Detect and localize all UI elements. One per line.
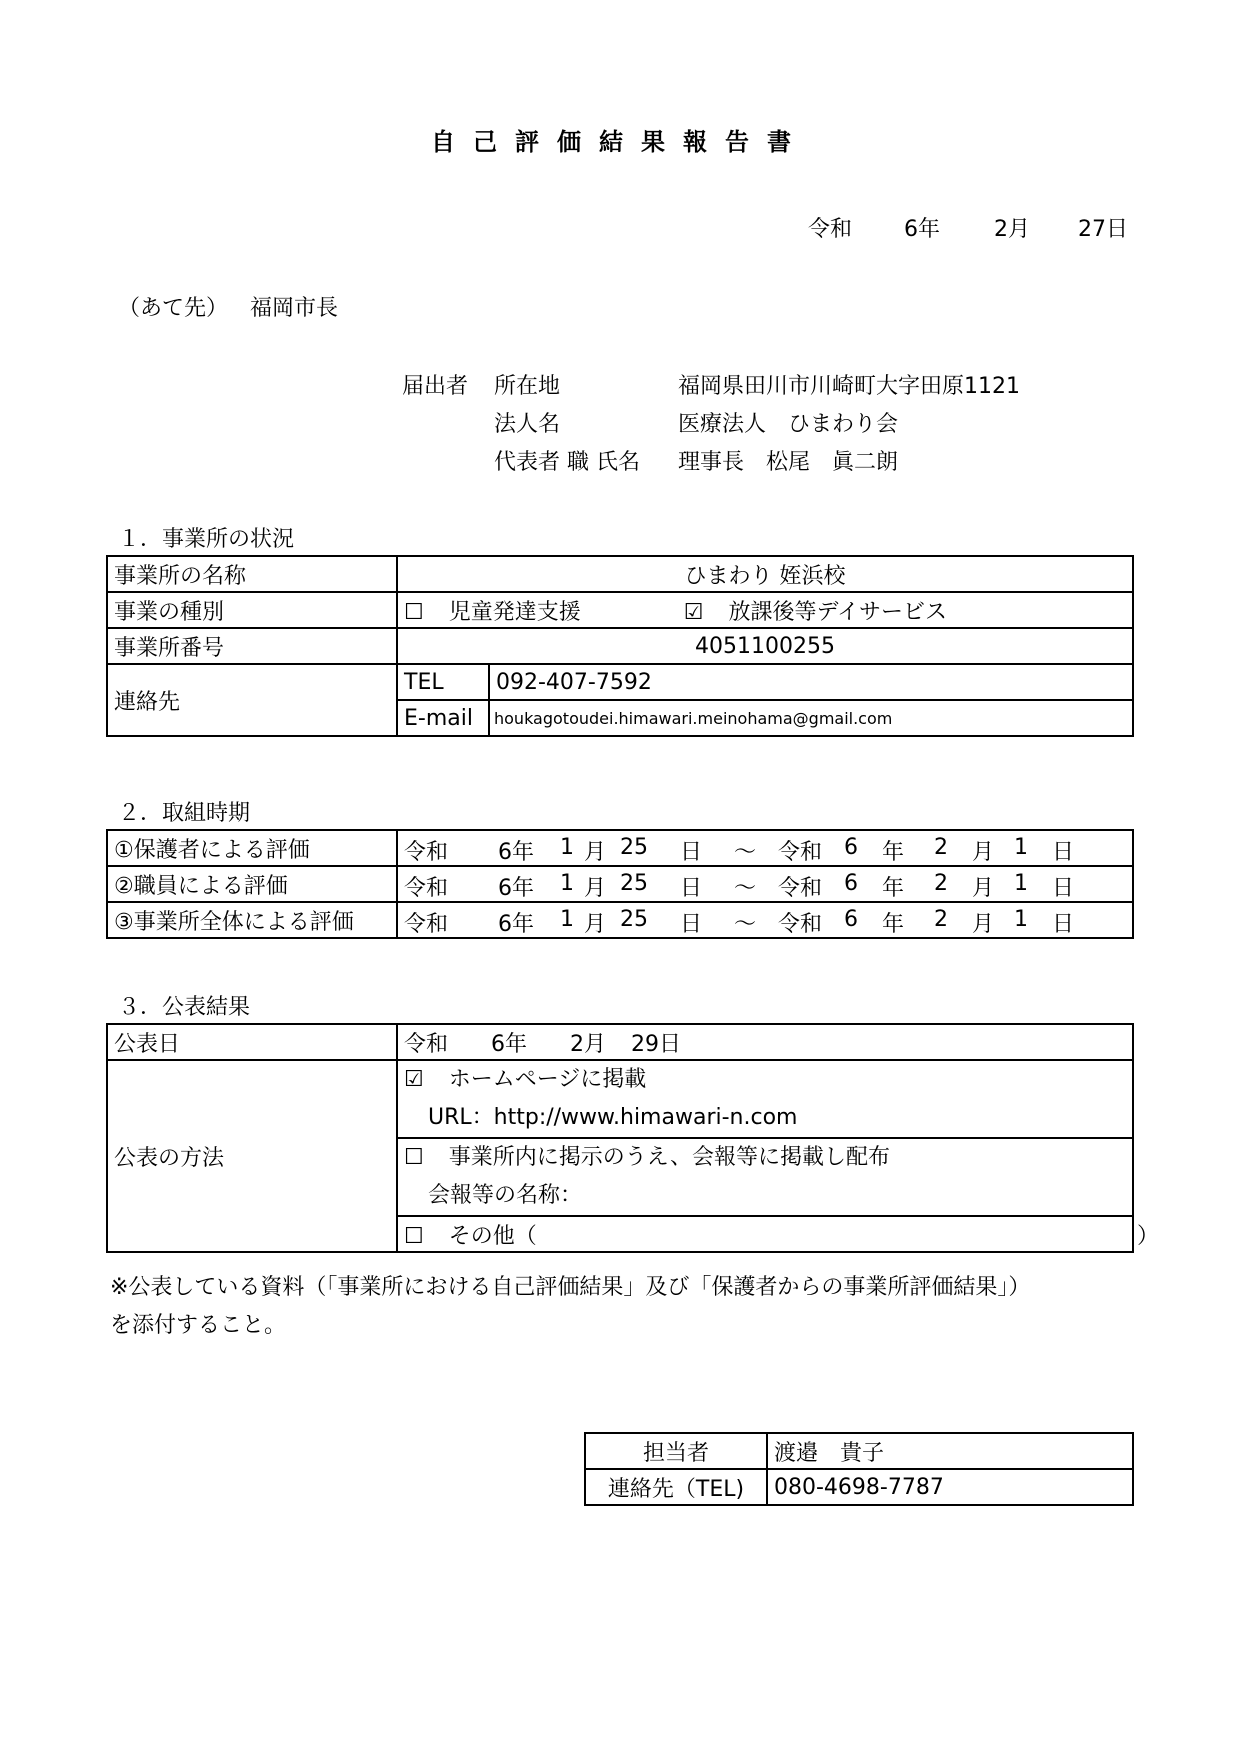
addressee-name: 福岡市長 (250, 296, 339, 321)
addressee-label: （あて先） (118, 296, 229, 321)
period-y1: 6年 (498, 876, 534, 901)
period-label: ①保護者による評価 (107, 830, 397, 866)
rep-label: 代表者 職 氏名 (494, 450, 640, 475)
period-label: ②職員による評価 (107, 866, 397, 902)
address-label: 所在地 (494, 374, 561, 399)
person-name: 渡邉 貴子 (767, 1433, 1133, 1469)
bulletin-name-label: 会報等の名称： (428, 1183, 583, 1208)
period-mk2: 月 (972, 876, 995, 901)
period-mk2: 月 (972, 912, 995, 937)
period-m1: 1 (560, 835, 574, 860)
period-tilde: ～ (734, 840, 757, 865)
period-mk2: 月 (972, 840, 995, 865)
date-year: 6年 (904, 217, 940, 242)
period-dk1: 日 (680, 840, 703, 865)
note-line-1: ※公表している資料（「事業所における自己評価結果」及び「保護者からの事業所評価結果」） (110, 1275, 1031, 1300)
method-bulletin (397, 1138, 1133, 1216)
period-d2: 1 (1014, 871, 1028, 896)
email-label: E-mail (397, 700, 489, 736)
period-d1: 25 (620, 871, 648, 896)
method-homepage-label: ホームページに掲載 (448, 1067, 647, 1092)
date-era: 令和 (808, 217, 853, 242)
facility-number: 4051100255 (397, 628, 1133, 664)
period-d2: 1 (1014, 907, 1028, 932)
checkbox-unchecked-icon: ☐ (404, 599, 424, 625)
period-yk2: 年 (882, 876, 905, 901)
section2-heading: ２．取組時期 (118, 801, 251, 826)
note-line-2: を添付すること。 (110, 1313, 287, 1338)
person-tel-label: 連絡先（TEL) (585, 1469, 767, 1505)
tel-label: TEL (397, 664, 489, 700)
publication-date-label: 公表日 (107, 1024, 397, 1060)
type-option-after-school: 放課後等デイサービス (728, 599, 947, 625)
checkbox-checked-icon: ☑ (683, 599, 704, 625)
pub-date-year: 6年 (491, 1031, 528, 1057)
period-era2: 令和 (778, 876, 823, 901)
corp-value: 医療法人 ひまわり会 (678, 412, 899, 437)
type-option-child-dev: 児童発達支援 (448, 599, 581, 625)
period-tilde: ～ (734, 912, 757, 937)
period-mk1: 月 (584, 912, 607, 937)
email-value: houkagotoudei.himawari.meinohama@gmail.com (489, 700, 1133, 736)
period-mk1: 月 (584, 876, 607, 901)
period-table (106, 829, 1134, 939)
period-row (107, 830, 1133, 866)
publication-date (397, 1024, 1133, 1060)
document-title: 自己評価結果報告書 (431, 128, 809, 156)
period-m2: 2 (934, 835, 948, 860)
period-era1: 令和 (404, 840, 449, 865)
checkbox-checked-icon: ☑ (404, 1067, 424, 1092)
pub-date-era: 令和 (404, 1031, 449, 1057)
period-m2: 2 (934, 871, 948, 896)
period-yk2: 年 (882, 840, 905, 865)
business-type-label: 事業の種別 (107, 592, 397, 628)
pub-date-day: 29日 (631, 1031, 682, 1057)
url-value: http://www.himawari-n.com (493, 1105, 798, 1130)
pub-date-month: 2月 (570, 1031, 607, 1057)
contact-person-table (584, 1432, 1134, 1506)
period-m1: 1 (560, 907, 574, 932)
period-y1: 6年 (498, 840, 534, 865)
address-value: 福岡県田川市川崎町大字田原1121 (678, 374, 1020, 399)
period-y2: 6 (844, 835, 858, 860)
period-era2: 令和 (778, 840, 823, 865)
method-homepage (397, 1060, 1133, 1138)
period-label: ③事業所全体による評価 (107, 902, 397, 938)
period-yk2: 年 (882, 912, 905, 937)
period-value (397, 866, 1133, 902)
business-type (397, 592, 1133, 628)
period-dk2: 日 (1052, 840, 1075, 865)
period-d2: 1 (1014, 835, 1028, 860)
period-dk2: 日 (1052, 912, 1075, 937)
period-dk1: 日 (680, 912, 703, 937)
person-tel: 080-4698-7787 (767, 1469, 1133, 1505)
period-y2: 6 (844, 907, 858, 932)
publication-method-label: 公表の方法 (107, 1060, 397, 1252)
period-value (397, 830, 1133, 866)
date-month: 2月 (994, 217, 1030, 242)
facility-name-label: 事業所の名称 (107, 556, 397, 592)
period-row (107, 902, 1133, 938)
period-tilde: ～ (734, 876, 757, 901)
checkbox-unchecked-icon: ☐ (404, 1223, 424, 1249)
facility-name: ひまわり 姪浜校 (397, 556, 1133, 592)
person-label: 担当者 (585, 1433, 767, 1469)
period-era1: 令和 (404, 876, 449, 901)
date-day: 27日 (1078, 217, 1128, 242)
period-m2: 2 (934, 907, 948, 932)
section1-heading: １．事業所の状況 (118, 527, 295, 552)
period-d1: 25 (620, 835, 648, 860)
period-d1: 25 (620, 907, 648, 932)
method-bulletin-label: 事業所内に掲示のうえ、会報等に掲載し配布 (448, 1145, 891, 1170)
facility-status-table (106, 555, 1134, 737)
rep-value: 理事長 松尾 眞二朗 (678, 450, 899, 475)
period-value (397, 902, 1133, 938)
section3-heading: ３．公表結果 (118, 995, 251, 1020)
contact-label: 連絡先 (107, 664, 397, 736)
method-other: ☐ その他（ ） (397, 1216, 1133, 1252)
period-era2: 令和 (778, 912, 823, 937)
checkbox-unchecked-icon: ☐ (404, 1145, 424, 1170)
url-label: URL： (428, 1105, 494, 1130)
period-era1: 令和 (404, 912, 449, 937)
applicant-label: 届出者 (402, 374, 469, 399)
tel-value: 092-407-7592 (489, 664, 1133, 700)
publication-table (106, 1023, 1160, 1253)
facility-number-label: 事業所番号 (107, 628, 397, 664)
period-row (107, 866, 1133, 902)
period-dk2: 日 (1052, 876, 1075, 901)
period-dk1: 日 (680, 876, 703, 901)
corp-label: 法人名 (494, 412, 561, 437)
period-mk1: 月 (584, 840, 607, 865)
period-y1: 6年 (498, 912, 534, 937)
period-y2: 6 (844, 871, 858, 896)
method-other-label: その他（ (448, 1223, 537, 1249)
period-m1: 1 (560, 871, 574, 896)
